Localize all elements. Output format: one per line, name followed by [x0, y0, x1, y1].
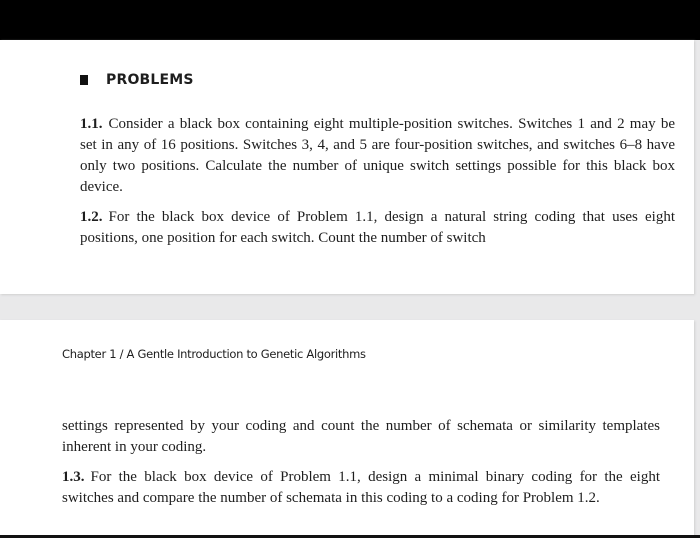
problems-flow — [80, 114, 675, 249]
section-heading — [80, 71, 194, 89]
problem-text: For the black box device of Problem 1.1, design a natural string coding that uses eight positions, one position for each switch. Count the number of switch — [80, 209, 675, 246]
problems-flow — [62, 416, 660, 509]
page-bottom — [0, 320, 694, 538]
problem-1-3 — [62, 467, 660, 509]
top-black-bar — [0, 0, 700, 40]
problem-1-1 — [80, 114, 675, 198]
problem-text: Consider a black box containing eight multiple-position switches. Switches 1 and 2 may be set in any of 16 positions. Switches 3, 4, and 5 are four-position switches, and switches 6–8 have only two positions. Calculate the number of unique switch settings possible for this black box device. — [80, 116, 675, 195]
problem-text: For the black box device of Problem 1.1, design a minimal binary coding for the eight switches and compare the number of schemata in this coding to a coding for Problem 1.2. — [62, 469, 660, 506]
heading-text: PROBLEMS — [106, 72, 194, 88]
problem-number: 1.1. — [80, 116, 103, 132]
problem-1-2 — [80, 207, 675, 249]
page-top — [0, 40, 694, 294]
problem-number: 1.3. — [62, 469, 85, 485]
square-bullet-icon — [80, 75, 88, 85]
problem-number: 1.2. — [80, 209, 103, 225]
problem-1-2-continuation: settings represented by your coding and count the number of schemata or similarity templates inherent in your coding. — [62, 418, 660, 455]
running-head: Chapter 1 / A Gentle Introduction to Genetic Algorithms — [62, 347, 366, 361]
